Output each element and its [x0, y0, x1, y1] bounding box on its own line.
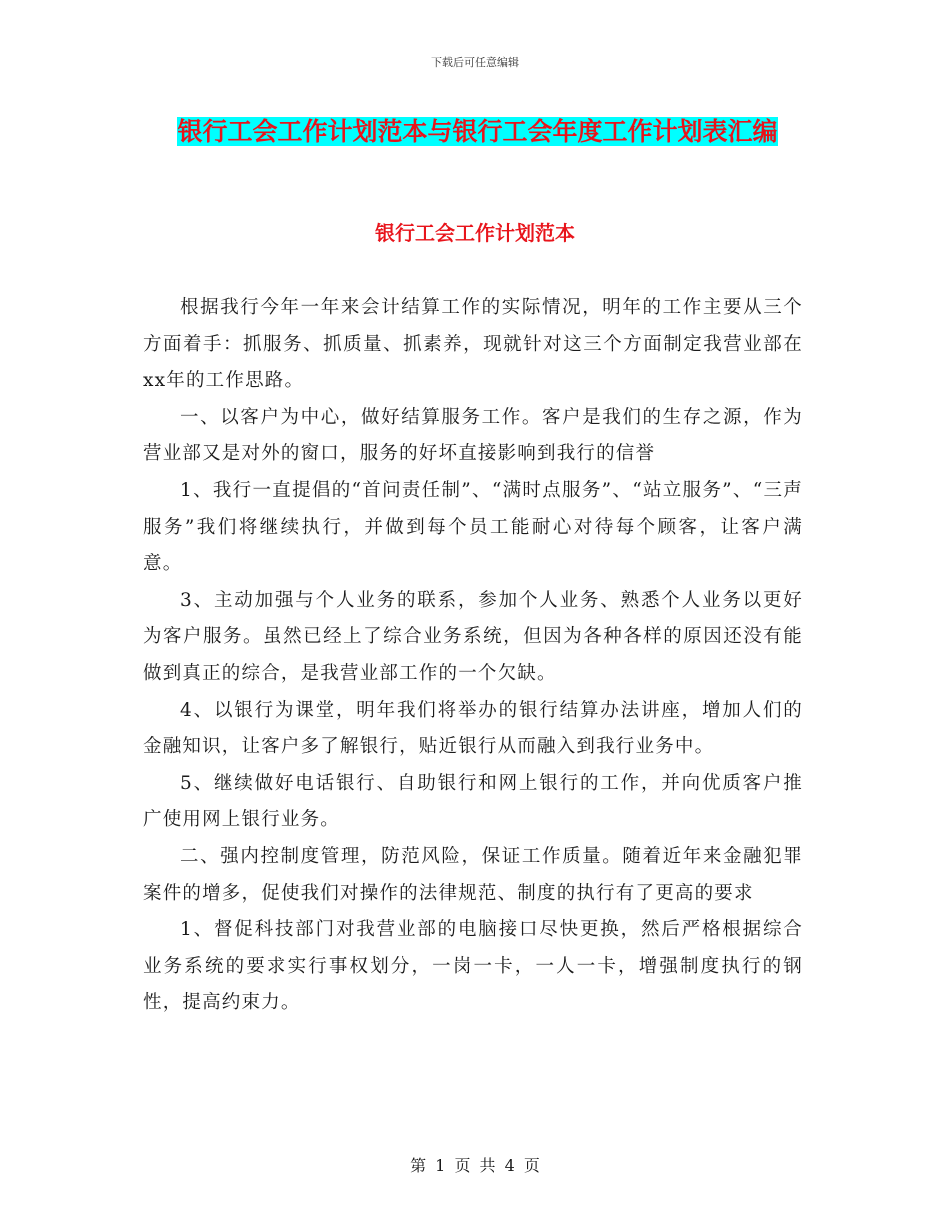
- document-title-text: 银行工会工作计划范本与银行工会年度工作计划表汇编: [177, 117, 778, 146]
- document-title: [145, 110, 810, 154]
- paragraph: 二、强内控制度管理，防范风险，保证工作质量。随着近年来金融犯罪案件的增多，促使我们对操作的法律规范、制度的执行有了更高的要求: [143, 845, 803, 904]
- paragraph: 5、继续做好电话银行、自助银行和网上银行的工作，并向优质客户推广使用网上银行业务。: [143, 772, 803, 831]
- header-note: 下载后可任意编辑: [431, 56, 519, 69]
- paragraph: 1、我行一直提倡的“首问责任制”、“满时点服务”、“站立服务”、“三声服务”我们将继续执行，并做到每个员工能耐心对待每个顾客，让客户满意。: [143, 479, 803, 575]
- page-number: 第 1 页 共 4 页: [410, 1156, 540, 1175]
- paragraph: 1、督促科技部门对我营业部的电脑接口尽快更换，然后严格根据综合业务系统的要求实行事权划分，一岗一卡，一人一卡，增强制度执行的钢性，提高约束力。: [143, 919, 803, 1014]
- paragraph: 4、以银行为课堂，明年我们将举办的银行结算办法讲座，增加人们的金融知识，让客户多了解银行，贴近银行从而融入到我行业务中。: [143, 699, 803, 758]
- paragraph: 3、主动加强与个人业务的联系，参加个人业务、熟悉个人业务以更好为客户服务。虽然已经上了综合业务系统，但因为各种各样的原因还没有能做到真正的综合，是我营业部工作的一个欠缺。: [143, 589, 803, 684]
- document-body: [143, 290, 803, 1022]
- paragraph: 一、以客户为中心，做好结算服务工作。客户是我们的生存之源，作为营业部又是对外的窗口，服务的好坏直接影响到我行的信誉: [143, 406, 803, 465]
- section-title: 银行工会工作计划范本: [375, 221, 575, 245]
- paragraph: 根据我行今年一年来会计结算工作的实际情况，明年的工作主要从三个方面着手：抓服务、抓质量、抓素养，现就针对这三个方面制定我营业部在xx年的工作思路。: [143, 297, 803, 392]
